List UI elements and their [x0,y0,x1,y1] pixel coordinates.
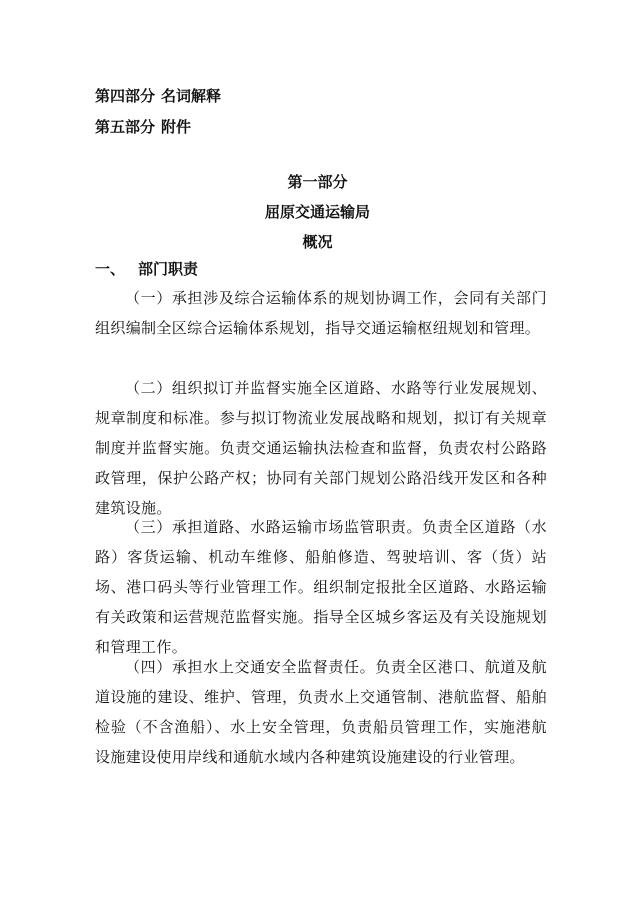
section-title: 部门职责 [138,260,199,278]
duty-paragraph-4: （四）承担水上交通安全监督责任。负责全区港口、航道及航道设施的建设、维护、管理，负责水上交通管制、港航监督、船舶检验（不含渔船）、水上安全管理，负责船员管理工作，实施港航设施建设使用岸线和通航水域内各种建筑设施建设的行业管理。 [95,658,547,766]
toc-part5-label: 第五部分 [95,118,156,136]
toc-item-part4 [95,86,221,106]
duty-paragraph-3: （三）承担道路、水路运输市场监管职责。负责全区道路（水路）客货运输、机动车维修、船舶修造、驾驶培训、客（货）站场、港口码头等行业管理工作。组织制定报批全区道路、水路运输有关政策和运营规范监督实施。指导全区城乡客运及有关设施规划和管理工作。 [95,518,547,656]
overview-heading: 概况 [302,233,333,251]
part-heading: 第一部分 [287,173,348,191]
duty-paragraph-1: （一）承担涉及综合运输体系的规划协调工作，会同有关部门组织编制全区综合运输体系规划，指导交通运输枢纽规划和管理。 [95,289,547,337]
section-heading-duties [95,259,198,279]
toc-part4-title: 名词解释 [161,87,222,105]
toc-part5-title: 附件 [161,118,192,136]
section-number: 一、 [95,260,126,278]
organization-title: 屈原交通运输局 [264,203,370,221]
toc-part4-label: 第四部分 [95,87,156,105]
toc-item-part5 [95,117,191,137]
duty-paragraph-2: （二）组织拟订并监督实施全区道路、水路等行业发展规划、规章制度和标准。参与拟订物流业发展战略和规划，拟订有关规章制度并监督实施。负责交通运输执法检查和监督，负责农村公路路政管理，保护公路产权；协同有关部门规划公路沿线开发区和各种建筑设施。 [95,379,547,517]
